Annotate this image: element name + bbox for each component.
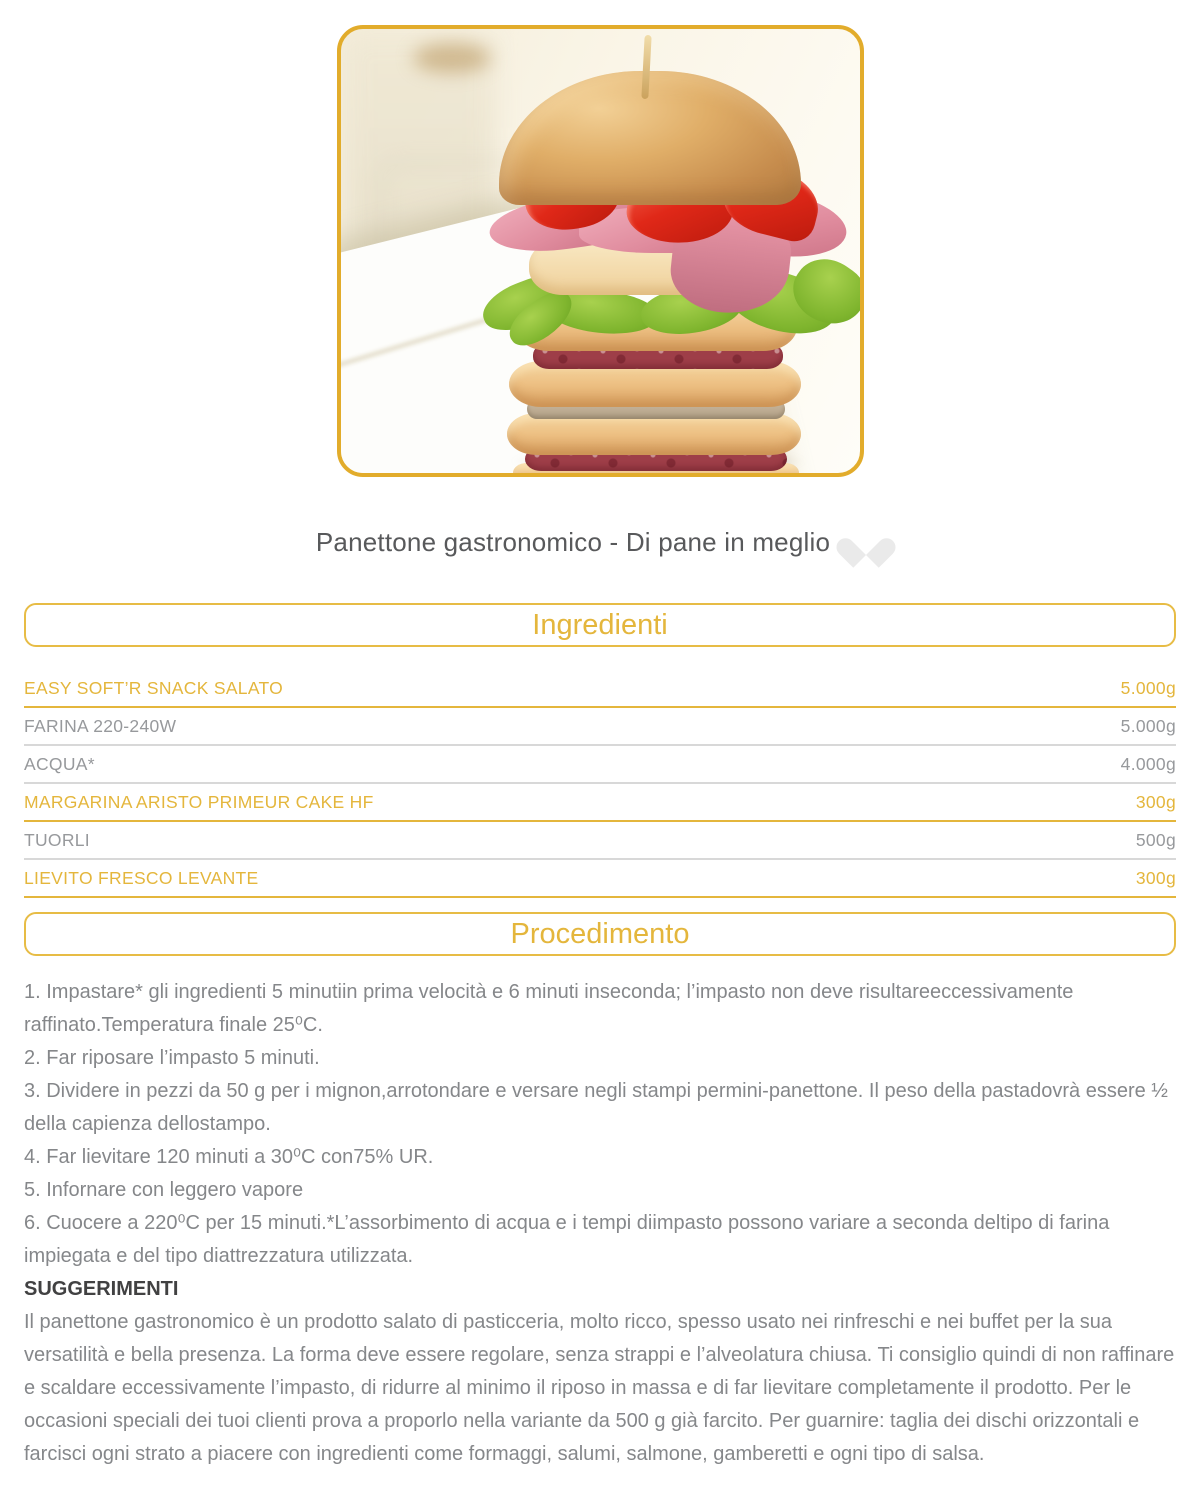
ingredient-name: FARINA 220-240W xyxy=(24,715,177,736)
photo-background xyxy=(341,29,860,473)
ingredient-name: LIEVITO FRESCO LEVANTE xyxy=(24,867,259,888)
ingredient-name: MARGARINA ARISTO PRIMEUR CAKE HF xyxy=(24,791,374,812)
procedure-step: 5. Infornare con leggero vapore xyxy=(24,1179,304,1201)
recipe-title-row xyxy=(0,520,1200,564)
procedure-body xyxy=(24,976,1176,1471)
procedure-step: 6. Cuocere a 220⁰C per 15 minuti.*L’assorbimento di acqua e i tempi diimpasto possono variare a seconda deltipo di farina impiegata e del tipo diattrezzatura utilizzata. xyxy=(24,1212,1110,1267)
ingredient-row xyxy=(24,746,1176,784)
ingredient-name: TUORLI xyxy=(24,829,90,850)
photo-bg-glass-blur xyxy=(413,43,491,73)
ingredient-quantity: 300g xyxy=(1135,791,1176,812)
ingredients-header-label: Ingredienti xyxy=(532,608,668,641)
procedure-step: 2. Far riposare l’impasto 5 minuti. xyxy=(24,1047,320,1069)
ingredient-row xyxy=(24,784,1176,822)
recipe-photo xyxy=(337,25,864,477)
ingredient-name: ACQUA* xyxy=(24,753,95,774)
ingredient-quantity: 500g xyxy=(1135,829,1176,850)
ingredient-row xyxy=(24,860,1176,898)
suggestions-title: SUGGERIMENTI xyxy=(24,1278,179,1300)
ingredient-quantity: 4.000g xyxy=(1120,753,1176,774)
procedure-step: 4. Far lievitare 120 minuti a 30⁰C con75% UR. xyxy=(24,1146,434,1168)
ingredient-row xyxy=(24,708,1176,746)
suggestions-text: Il panettone gastronomico è un prodotto salato di pasticceria, molto ricco, spesso usato nei rinfreschi e nei buffet per la sua versatilità e bella presenza. La forma deve essere regolare, senza strappi e l’alveolatura chiusa. Ti consiglio quindi di non raffinare e scaldare eccessivamente l’impasto, di ridurre al minimo il riposo in massa e di far lievitare completamente il prodotto. Per le occasioni speciali dei tuoi clienti prova a proporlo nella variante da 500 g già farcito. Per guarnire: taglia dei dischi orizzontali e farcisci ogni strato a piacere con ingredienti come formaggi, salumi, salmone, gamberetti e ogni tipo di salsa. xyxy=(24,1311,1175,1465)
ingredient-quantity: 300g xyxy=(1135,867,1176,888)
page-title: Panettone gastronomico - Di pane in meglio xyxy=(315,526,831,557)
photo-bread-disc xyxy=(507,413,801,455)
ingredients-table xyxy=(24,670,1176,898)
procedure-steps xyxy=(24,976,1176,1273)
procedure-step: 1. Impastare* gli ingredienti 5 minutiin prima velocità e 6 minuti inseconda; l’impasto non deve risultareeccessivamente raffinato.Temperatura finale 25⁰C. xyxy=(24,981,1074,1036)
ingredient-row xyxy=(24,822,1176,860)
favorite-heart-icon[interactable] xyxy=(848,526,884,558)
photo-top-bun xyxy=(499,71,801,205)
procedure-step: 3. Dividere in pezzi da 50 g per i mignon,arrotondare e versare negli stampi permini-panettone. Il peso della pastadovrà essere ½ della capienza dellostampo. xyxy=(24,1080,1168,1135)
procedure-section-header xyxy=(24,912,1176,956)
ingredient-quantity: 5.000g xyxy=(1120,677,1176,698)
ingredients-section-header xyxy=(24,603,1176,647)
ingredient-quantity: 5.000g xyxy=(1120,715,1176,736)
procedure-header-label: Procedimento xyxy=(510,917,690,950)
ingredient-name: EASY SOFT’R SNACK SALATO xyxy=(24,677,284,698)
ingredient-row xyxy=(24,670,1176,708)
